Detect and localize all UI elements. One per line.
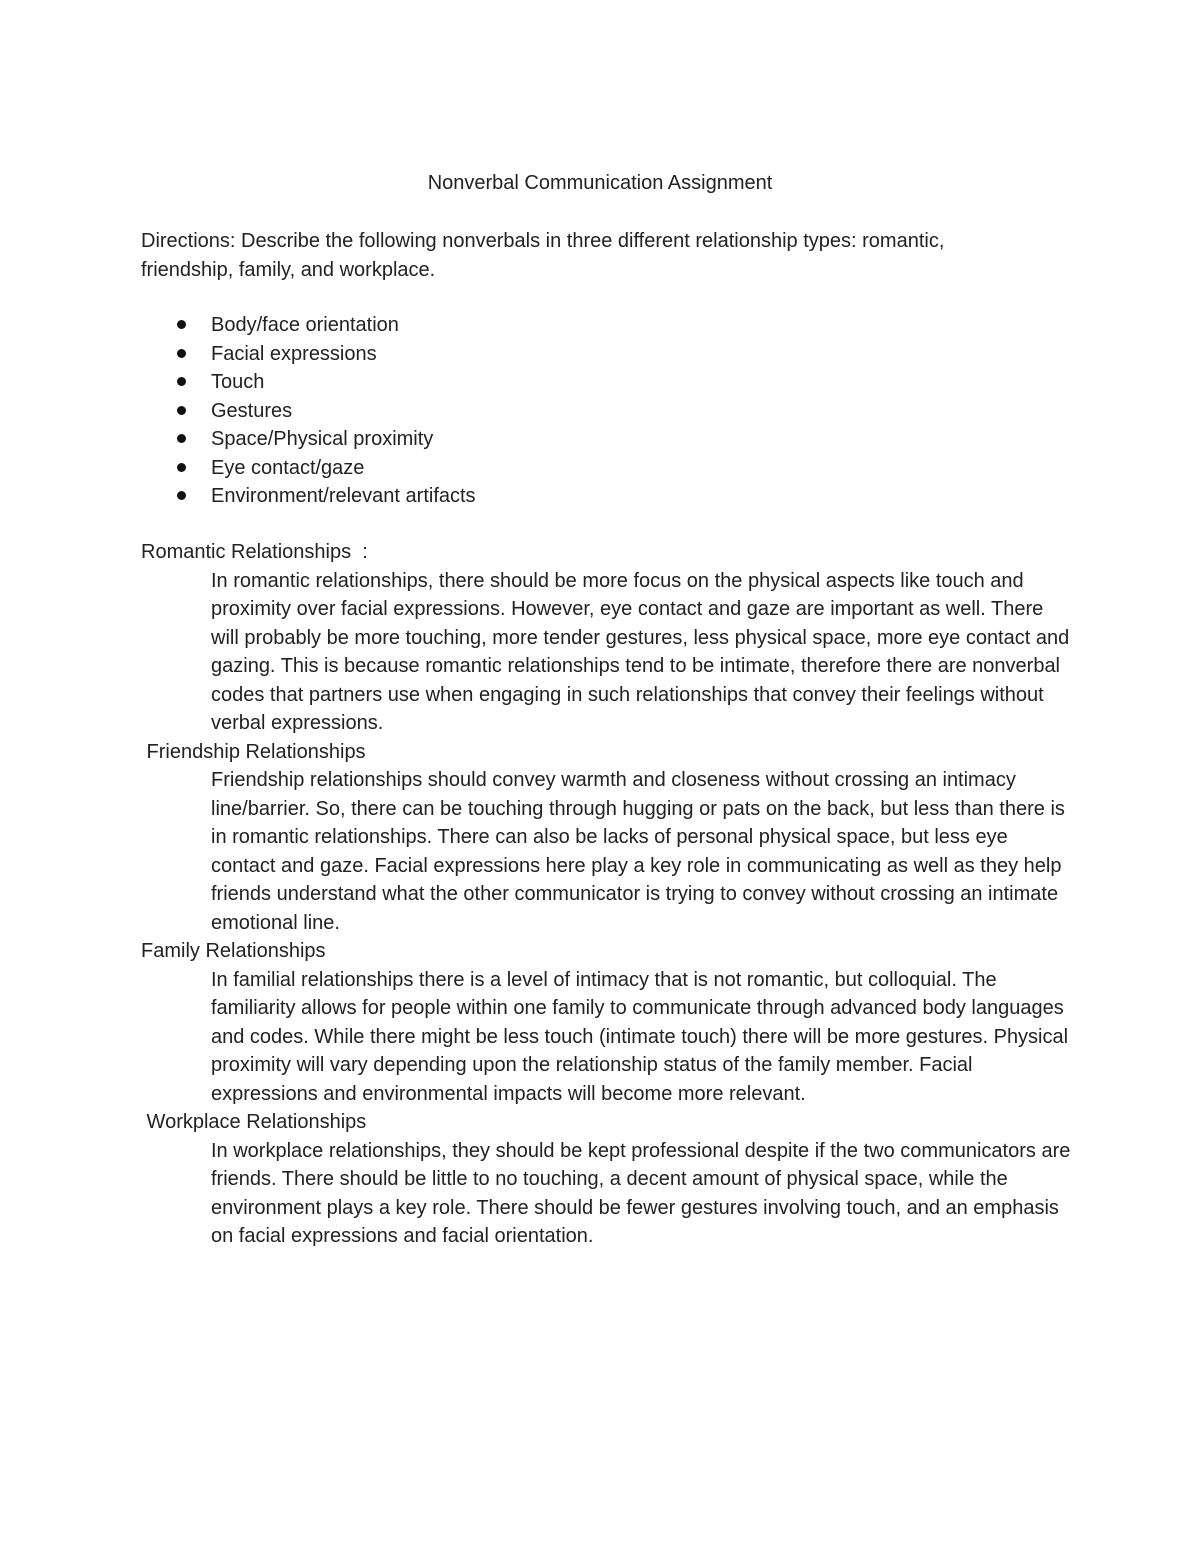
bullet-icon bbox=[177, 491, 186, 500]
bullet-icon bbox=[177, 349, 186, 358]
list-item-text: Facial expressions bbox=[211, 342, 377, 365]
list-item-text: Gestures bbox=[211, 399, 293, 422]
section-romantic bbox=[141, 538, 1071, 738]
list-item-text: Space/Physical proximity bbox=[211, 428, 434, 450]
bullet-icon bbox=[177, 320, 186, 329]
list-item bbox=[141, 368, 1041, 397]
section-heading-workplace: Workplace Relationships bbox=[141, 1111, 367, 1133]
section-body-workplace: In workplace relationships, they should be kept professional despite if the two communicators are friends. There should be little to no touching, a decent amount of physical space, while the environment plays a key role. There should be fewer gestures involving touch, and an emphasis on facial expressions and facial orientation. bbox=[211, 1139, 1071, 1247]
bullet-icon bbox=[177, 463, 186, 472]
list-item bbox=[141, 482, 1041, 511]
relationship-sections bbox=[141, 538, 1071, 1251]
section-family bbox=[141, 937, 1071, 1108]
bullet-icon bbox=[177, 406, 186, 415]
document-title: Nonverbal Communication Assignment bbox=[427, 172, 773, 194]
directions-paragraph: Directions: Describe the following nonverbals in three different relationship types: romantic, friendship, family, and workplace. bbox=[141, 230, 945, 281]
list-item bbox=[141, 340, 1041, 369]
section-body-romantic: In romantic relationships, there should be more focus on the physical aspects like touch and proximity over facial expressions. However, eye contact and gaze are important as well. There will probably be more touching, more tender gestures, less physical space, more eye contact and gazing. This is because romantic relationships tend to be intimate, therefore there are nonverbal codes that partners use when engaging in such relationships that convey their feelings without verbal expressions. bbox=[211, 569, 1070, 734]
bullet-icon bbox=[177, 434, 186, 443]
bullet-icon bbox=[177, 377, 186, 386]
list-item bbox=[141, 425, 1041, 454]
list-item-text: Body/face orientation bbox=[211, 314, 399, 336]
section-heading-friendship: Friendship Relationships bbox=[141, 740, 366, 763]
section-body-friendship: Friendship relationships should convey warmth and closeness without crossing an intimacy line/barrier. So, there can be touching through hugging or pats on the back, but less than there is in romantic relationships. There can also be lacks of personal physical space, but less eye contact and gaze. Facial expressions here play a key role in communicating as well as they help friends understand what the other communicator is trying to convey without crossing an intimate emotional line. bbox=[211, 769, 1065, 934]
section-heading-family: Family Relationships bbox=[141, 940, 326, 962]
section-heading-romantic: Romantic Relationships : bbox=[141, 541, 368, 563]
list-item-text: Environment/relevant artifacts bbox=[211, 485, 476, 507]
list-item bbox=[141, 311, 1041, 340]
nonverbals-list bbox=[141, 311, 1041, 511]
list-item bbox=[141, 454, 1041, 483]
list-item-text: Touch bbox=[211, 371, 265, 393]
section-workplace bbox=[141, 1108, 1071, 1251]
list-item bbox=[141, 397, 1041, 426]
list-item-text: Eye contact/gaze bbox=[211, 456, 365, 479]
section-friendship bbox=[141, 738, 1071, 938]
section-body-family: In familial relationships there is a level of intimacy that is not romantic, but colloquial. The familiarity allows for people within one family to communicate through advanced body languages and codes. While there might be less touch (intimate touch) there will be more gestures. Physical proximity will vary depending upon the relationship status of the family member. Facial expressions and environmental impacts will become more relevant. bbox=[211, 968, 1069, 1105]
